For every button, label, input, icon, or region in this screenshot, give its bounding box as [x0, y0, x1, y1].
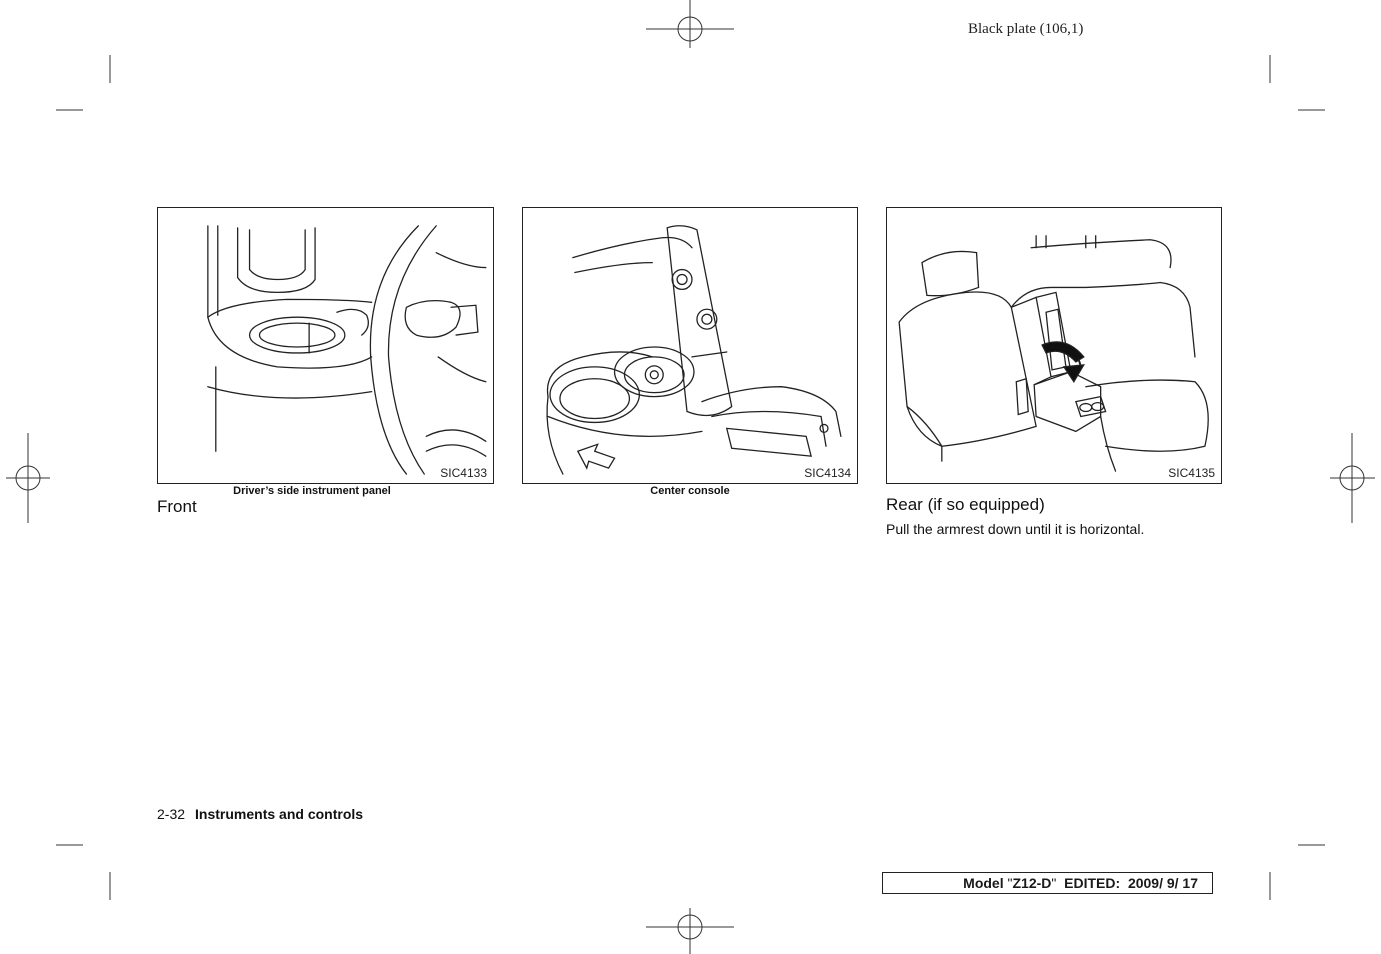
model-edit-box: [882, 872, 1213, 894]
figure-center-console: [522, 207, 858, 484]
section-title: Instruments and controls: [195, 806, 364, 822]
drivers-side-cupholder-illustration: [158, 208, 493, 483]
center-console-cupholder-illustration: [523, 208, 857, 483]
rear-heading: Rear (if so equipped): [886, 495, 1045, 514]
front-heading: Front: [157, 497, 197, 516]
figure-rear-armrest: [886, 207, 1222, 484]
figure-code: SIC4134: [804, 466, 851, 480]
model-code: Z12-D: [1012, 875, 1052, 891]
model-close-quote: ": [1051, 875, 1057, 891]
model-open-quote: ": [1007, 875, 1013, 891]
rear-instruction: Pull the armrest down until it is horizontal.: [886, 521, 1145, 537]
figure-caption: Driver’s side instrument panel: [233, 485, 391, 497]
rear-armrest-illustration: [887, 208, 1221, 483]
figure-code: SIC4135: [1168, 466, 1215, 480]
page-number: 2-32: [157, 806, 186, 822]
edited-label: EDITED:: [1064, 875, 1121, 891]
figure-drivers-side-panel: [157, 207, 494, 484]
edited-date: 2009/ 9/ 17: [1127, 875, 1198, 891]
page-footer: [157, 806, 363, 822]
figure-code: SIC4133: [440, 466, 487, 480]
plate-label: Black plate (106,1): [968, 21, 1084, 37]
figure-caption: Center console: [650, 485, 730, 497]
model-prefix: Model: [963, 875, 1008, 891]
